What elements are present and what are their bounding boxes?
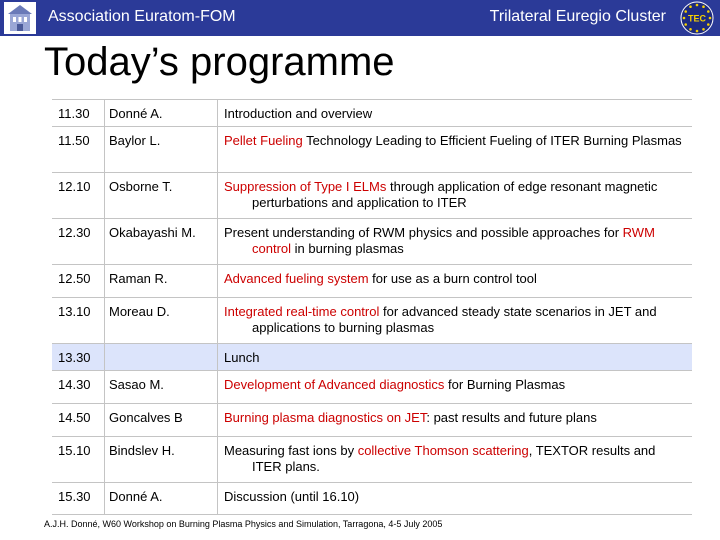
speaker-cell: Donné A. <box>105 100 218 127</box>
talk-title-text: Discussion (until 16.10) <box>224 489 360 504</box>
talk-title-text: in burning plasmas <box>291 241 404 256</box>
talk-title-text: , TEXTOR results and ITER plans. <box>252 443 656 474</box>
talk-title <box>224 271 688 287</box>
talk-title <box>224 489 688 505</box>
talk-title-text: Lunch <box>224 350 260 365</box>
speaker-cell: Bindslev H. <box>105 437 218 483</box>
time-cell: 15.30 <box>52 483 105 515</box>
talk-title-cell <box>218 265 693 298</box>
talk-title-text: Present understanding of RWM physics and possible approaches for <box>224 225 623 240</box>
talk-title-cell <box>218 298 693 344</box>
time-cell: 12.50 <box>52 265 105 298</box>
table-row <box>52 173 692 219</box>
time-cell: 15.10 <box>52 437 105 483</box>
talk-title-cell <box>218 173 693 219</box>
footer-citation: A.J.H. Donné, W60 Workshop on Burning Plasma Physics and Simulation, Tarragona, 4-5 July 2005 <box>44 519 443 529</box>
talk-title-cell <box>218 127 693 173</box>
talk-title <box>224 225 688 257</box>
table-row <box>52 219 692 265</box>
page-title: Today’s programme <box>44 40 395 84</box>
speaker-cell: Moreau D. <box>105 298 218 344</box>
speaker-cell: Baylor L. <box>105 127 218 173</box>
speaker-cell: Sasao M. <box>105 371 218 404</box>
table-row <box>52 371 692 404</box>
table-row <box>52 298 692 344</box>
talk-title-text: for Burning Plasmas <box>444 377 566 392</box>
speaker-cell: Okabayashi M. <box>105 219 218 265</box>
talk-title-text: Introduction and overview <box>224 106 373 121</box>
talk-title-cell <box>218 483 693 515</box>
tec-logo-text: TEC <box>688 13 706 24</box>
talk-title-cell <box>218 344 693 371</box>
table-row <box>52 127 692 173</box>
programme-table <box>52 99 692 515</box>
cluster-name: Trilateral Euregio Cluster <box>489 8 666 25</box>
talk-title <box>224 133 688 149</box>
talk-title <box>224 410 688 426</box>
highlighted-topic: Burning plasma diagnostics on JET <box>224 410 427 425</box>
building-logo-icon <box>4 2 36 34</box>
table-row <box>52 437 692 483</box>
time-cell: 13.10 <box>52 298 105 344</box>
table-row <box>52 404 692 437</box>
talk-title-text: through application of edge resonant magnetic perturbations and application to ITER <box>252 179 658 210</box>
speaker-cell: Donné A. <box>105 483 218 515</box>
highlighted-topic: Suppression of Type I ELMs <box>224 179 387 194</box>
talk-title-cell <box>218 100 693 127</box>
talk-title <box>224 350 688 366</box>
talk-title-text: : past results and future plans <box>426 410 597 425</box>
talk-title-cell <box>218 371 693 404</box>
table-row <box>52 100 692 127</box>
table-row <box>52 344 692 371</box>
table-row <box>52 483 692 515</box>
talk-title-text: for advanced steady state scenarios in JET and applications to burning plasmas <box>252 304 657 335</box>
header-bar <box>0 0 720 36</box>
talk-title <box>224 304 688 336</box>
time-cell: 12.10 <box>52 173 105 219</box>
talk-title-cell <box>218 219 693 265</box>
speaker-cell: Goncalves B <box>105 404 218 437</box>
highlighted-topic: Integrated real-time control <box>224 304 380 319</box>
speaker-cell <box>105 344 218 371</box>
table-row <box>52 265 692 298</box>
time-cell: 13.30 <box>52 344 105 371</box>
highlighted-topic: RWM control <box>252 225 655 256</box>
time-cell: 11.30 <box>52 100 105 127</box>
talk-title-text: Technology Leading to Efficient Fueling of ITER Burning Plasmas <box>302 133 682 148</box>
talk-title <box>224 443 688 475</box>
time-cell: 14.30 <box>52 371 105 404</box>
time-cell: 14.50 <box>52 404 105 437</box>
highlighted-topic: collective Thomson scattering <box>357 443 529 458</box>
organization-name: Association Euratom-FOM <box>48 8 236 25</box>
talk-title-cell <box>218 404 693 437</box>
time-cell: 12.30 <box>52 219 105 265</box>
highlighted-topic: Pellet Fueling <box>224 133 303 148</box>
speaker-cell: Raman R. <box>105 265 218 298</box>
talk-title <box>224 179 688 211</box>
talk-title <box>224 106 688 122</box>
highlighted-topic: Development of Advanced diagnostics <box>224 377 445 392</box>
speaker-cell: Osborne T. <box>105 173 218 219</box>
tec-star-logo-icon <box>680 1 714 35</box>
time-cell: 11.50 <box>52 127 105 173</box>
talk-title-cell <box>218 437 693 483</box>
talk-title-text: Measuring fast ions by <box>224 443 358 458</box>
talk-title <box>224 377 688 393</box>
highlighted-topic: Advanced fueling system <box>224 271 369 286</box>
talk-title-text: for use as a burn control tool <box>368 271 537 286</box>
